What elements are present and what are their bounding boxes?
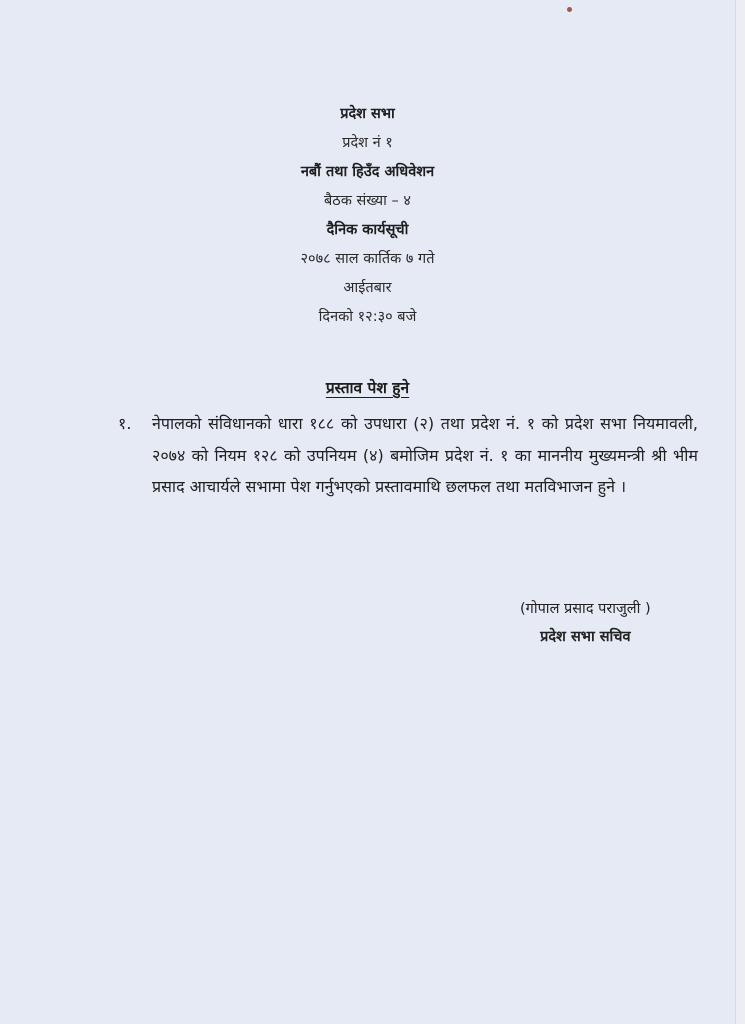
meeting-date: २०७८ साल कार्तिक ७ गते (300, 251, 435, 267)
meeting-day: आईतबार (343, 280, 392, 296)
agenda-item-number: १. (118, 414, 132, 433)
assembly-name: प्रदेश सभा (340, 106, 395, 122)
agenda-title: दैनिक कार्यसूची (326, 222, 409, 238)
agenda-item (118, 408, 698, 503)
agenda-item-text: नेपालको संविधानको धारा १८८ को उपधारा (२) तथा प्रदेश नं. १ को प्रदेश सभा नियमावली, २०७४ को नियम १२८ को उपनियम (४) बमोजिम प्रदेश नं. १ का माननीय मुख्यमन्त्री श्री भीम प्रसाद आचार्यले सभामा पेश गर्नुभएको प्रस्तावमाथि छलफल तथा मतविभाजन हुने । (152, 414, 698, 496)
section-heading: प्रस्ताव पेश हुने (325, 379, 410, 397)
paper-speck (567, 7, 572, 12)
province-number: प्रदेश नं १ (342, 135, 393, 151)
signature-block (520, 595, 651, 651)
document-header (0, 100, 735, 332)
meeting-time: दिनको १२:३० बजे (318, 309, 417, 325)
meeting-number: बैठक संख्या – ४ (324, 193, 411, 209)
session-name: नबौं तथा हिउँद अधिवेशन (300, 164, 435, 180)
signatory-title: प्रदेश सभा सचिव (540, 629, 631, 645)
signatory-name: (गोपाल प्रसाद पराजुली ) (520, 601, 651, 617)
